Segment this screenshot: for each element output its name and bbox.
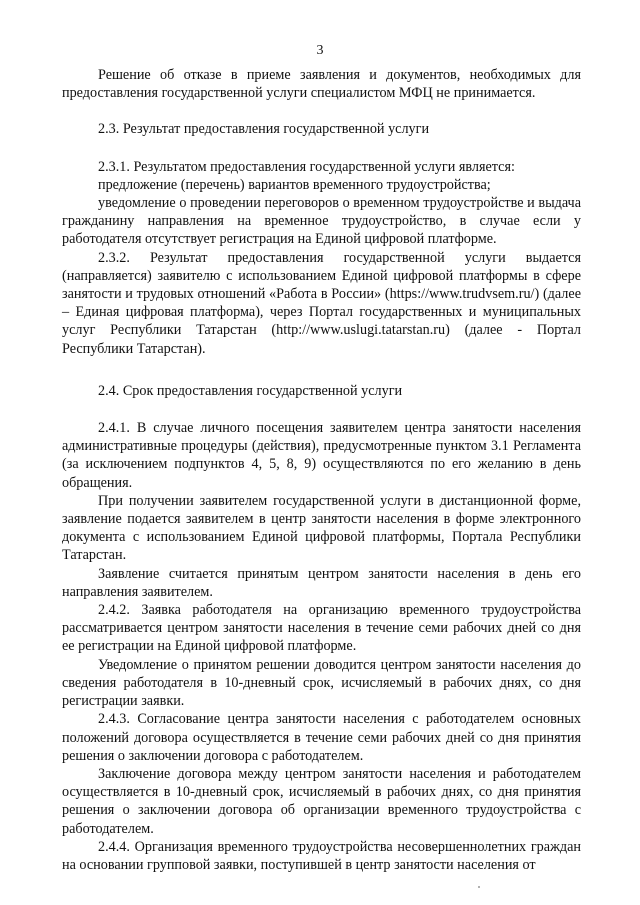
paragraph-decision-notice: Уведомление о принятом решении доводится центром занятости населения до сведения работодателя в 10-дневный срок, исчисляемый в рабочих днях, со дня регистрации заявки. (62, 656, 581, 710)
paragraph-application-accepted: Заявление считается принятым центром занятости населения в день его направления заявителем. (62, 565, 581, 600)
paragraph-2-4-2: 2.4.2. Заявка работодателя на организацию временного трудоустройства рассматривается центром занятости населения в течение семи рабочих дней со дня ее регистрации на Единой цифровой платформе. (62, 602, 581, 655)
paragraph-2-4-3: 2.4.3. Согласование центра занятости населения с работодателем основных положений договора осуществляется в течение семи рабочих дней со дня принятия решения о заключении договора с работодателем. (62, 711, 581, 764)
paragraph-2-4-1: 2.4.1. В случае личного посещения заявителем центра занятости населения административные процедуры (действия), предусмотренные пунктом 3.1 Регламента (за исключением подпунктов 4, 5, 8, 9) осуществляются по его желанию в день обращения. (62, 420, 581, 491)
page-number: 3 (316, 43, 324, 58)
paragraph-contract-conclusion: Заключение договора между центром занятости населения и работодателем осуществляется в 10-дневный срок, исчисляемый в рабочих днях, со дня принятия решения о заключении договора об организации временного трудоустройства с работодателем. (62, 765, 581, 837)
scan-speck (478, 886, 480, 888)
paragraph-result-offer: предложение (перечень) вариантов временного трудоустройства; (98, 176, 491, 193)
document-body (62, 66, 581, 874)
section-heading-2-3: 2.3. Результат предоставления государственной услуги (98, 121, 430, 138)
paragraph-mfc-refusal: Решение об отказе в приеме заявления и документов, необходимых для предоставления государственной услуги специалистом МФЦ не принимается. (62, 67, 581, 102)
paragraph-2-3-1: 2.3.1. Результатом предоставления государственной услуги является: (98, 158, 515, 175)
paragraph-result-notice: уведомление о проведении переговоров о временном трудоустройстве и выдача гражданину направления на временное трудоустройство, в случае если у работодателя отсутствует регистрация на Единой цифровой платформе. (62, 195, 581, 248)
paragraph-2-4-4: 2.4.4. Организация временного трудоустройства несовершеннолетних граждан на основании групповой заявки, поступившей в центр занятости населения от (62, 838, 581, 873)
paragraph-remote-form: При получении заявителем государственной услуги в дистанционной форме, заявление подается заявителем в центр занятости населения в форме электронного документа с использованием Единой цифровой платформы, Портала Республики Татарстан. (62, 492, 581, 564)
paragraph-2-3-2: 2.3.2. Результат предоставления государственной услуги выдается (направляется) заявителю с использованием Единой цифровой платформы в сфере занятости и трудовых отношений «Работа в России» (https://www.trudvsem.ru/) (далее – Единая цифровая платформа), через Портал государственных и муниципальных услуг Республики Татарстан (http://www.uslugi.tatarstan.ru) (далее - Портал Республики Татарстан). (62, 249, 581, 357)
section-heading-2-4: 2.4. Срок предоставления государственной услуги (98, 382, 403, 399)
